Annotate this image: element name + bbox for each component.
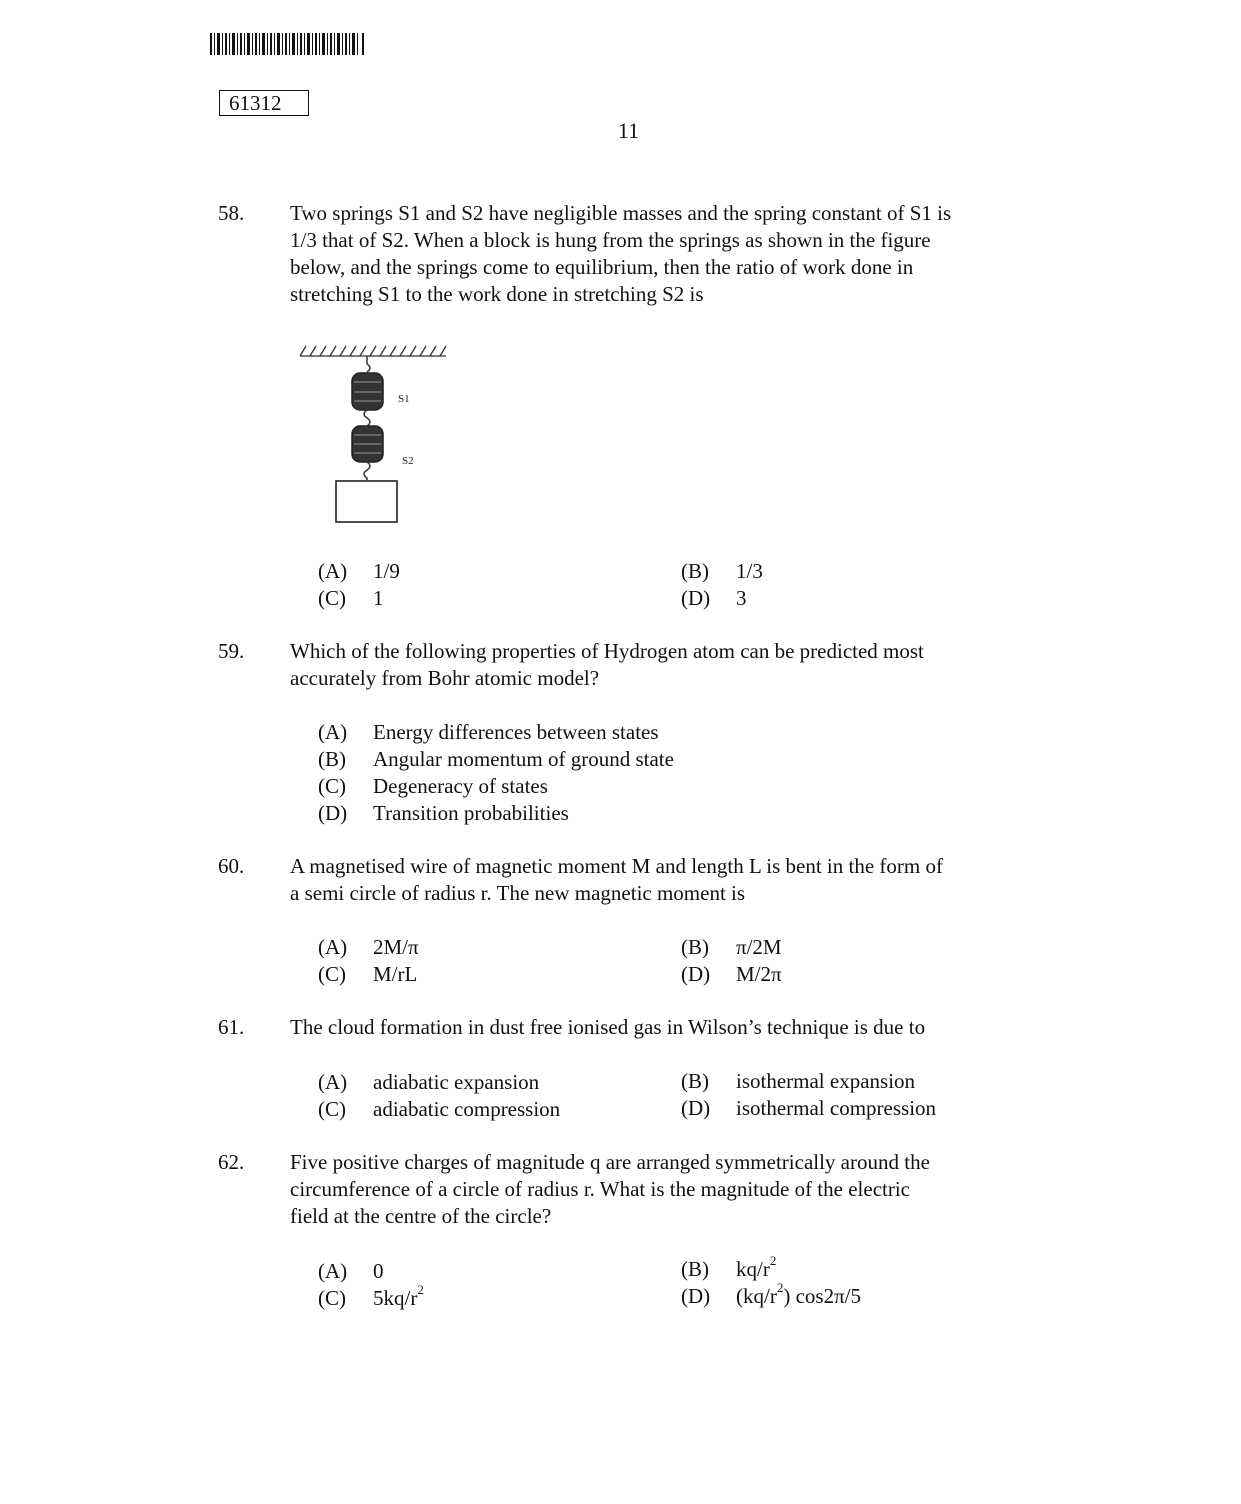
option-text: $kq/r^2$ (736, 1253, 777, 1281)
option-label: (D) (681, 586, 711, 610)
option-text: isothermal compression (736, 1096, 937, 1120)
option-d (681, 585, 747, 612)
label-s1: S1 (398, 393, 410, 405)
question-text-line: Five positive charges of magnitude q are arranged symmetrically around the (290, 1150, 930, 1174)
question-text-line: The cloud formation in dust free ionised gas in Wilson’s technique is due to (290, 1015, 926, 1039)
option-text: Energy differences between states (373, 720, 659, 744)
option-label: (C) (318, 586, 346, 610)
question-number: 61. (218, 1015, 245, 1039)
option-b (681, 558, 763, 585)
option-text: 2M/π (373, 935, 419, 959)
option-text: Transition probabilities (373, 801, 569, 825)
option-label: (C) (318, 1286, 346, 1310)
ceiling (300, 346, 446, 356)
option-d (318, 800, 569, 827)
option-a (318, 558, 400, 585)
barcode (210, 33, 365, 55)
option-d (681, 1095, 936, 1122)
option-text: $5kq/r^2$ (373, 1282, 424, 1310)
option-label: (D) (318, 801, 348, 825)
option-label: (A) (318, 559, 348, 583)
option-label: (B) (681, 935, 709, 959)
option-label: (A) (318, 720, 348, 744)
option-text: M/rL (373, 962, 418, 986)
spring-s1 (352, 356, 383, 426)
option-b (681, 934, 782, 961)
option-text: adiabatic expansion (373, 1070, 540, 1094)
hanging-block (336, 481, 397, 522)
paper-code: 61312 (219, 90, 309, 116)
question-number: 60. (218, 854, 245, 878)
option-text: 1 (373, 586, 384, 610)
option-label: (D) (681, 1096, 711, 1120)
question-text-line: circumference of a circle of radius r. What is the magnitude of the electric (290, 1177, 910, 1201)
question-number: 58. (218, 201, 245, 225)
option-text: π/2M (736, 935, 782, 959)
question-text-line: a semi circle of radius r. The new magnetic moment is (290, 881, 746, 905)
option-label: (C) (318, 962, 346, 986)
option-c (318, 1282, 424, 1312)
option-text: 0 (373, 1259, 384, 1283)
option-text: adiabatic compression (373, 1097, 561, 1121)
question-text-line: stretching S1 to the work done in stretching S2 is (290, 282, 704, 306)
option-c (318, 1096, 560, 1123)
option-text: 1/9 (373, 559, 400, 583)
option-text: Degeneracy of states (373, 774, 548, 798)
option-d (681, 1280, 862, 1310)
option-label: (B) (681, 559, 709, 583)
option-c (318, 585, 384, 612)
option-label: (A) (318, 1070, 348, 1094)
option-d (681, 961, 782, 988)
question-text-line: below, and the springs come to equilibrium, then the ratio of work done in (290, 255, 914, 279)
option-label: (A) (318, 1259, 348, 1283)
option-b (681, 1253, 777, 1283)
option-c (318, 961, 417, 988)
label-s2: S2 (402, 455, 414, 467)
option-b (318, 746, 674, 773)
option-label: (B) (318, 747, 346, 771)
question-number: 59. (218, 639, 245, 663)
option-label: (B) (681, 1069, 709, 1093)
option-text: Angular momentum of ground state (373, 747, 674, 771)
option-label: (A) (318, 935, 348, 959)
option-b (681, 1068, 915, 1095)
question-text-line: Two springs S1 and S2 have negligible masses and the spring constant of S1 is (290, 201, 952, 225)
question-text-line: 1/3 that of S2. When a block is hung from the springs as shown in the figure (290, 228, 931, 252)
option-text: $(kq/r^2)$ cos2π/5 (736, 1280, 862, 1308)
spring-s2 (352, 426, 383, 480)
option-label: (D) (681, 962, 711, 986)
option-a (318, 934, 419, 961)
page-number: 11 (617, 118, 640, 143)
option-c (318, 773, 548, 800)
option-text: 3 (736, 586, 747, 610)
option-text: isothermal expansion (736, 1069, 916, 1093)
option-label: (C) (318, 1097, 346, 1121)
option-label: (B) (681, 1257, 709, 1281)
spring-figure (296, 340, 456, 530)
question-text-line: A magnetised wire of magnetic moment M and length L is bent in the form of (290, 854, 943, 878)
option-label: (D) (681, 1284, 711, 1308)
option-a (318, 719, 659, 746)
question-text-line: field at the centre of the circle? (290, 1204, 552, 1228)
question-text-line: accurately from Bohr atomic model? (290, 666, 600, 690)
option-a (318, 1258, 384, 1285)
option-text: 1/3 (736, 559, 763, 583)
question-number: 62. (218, 1150, 245, 1174)
option-a (318, 1069, 539, 1096)
question-text-line: Which of the following properties of Hydrogen atom can be predicted most (290, 639, 924, 663)
option-label: (C) (318, 774, 346, 798)
option-text: M/2π (736, 962, 782, 986)
